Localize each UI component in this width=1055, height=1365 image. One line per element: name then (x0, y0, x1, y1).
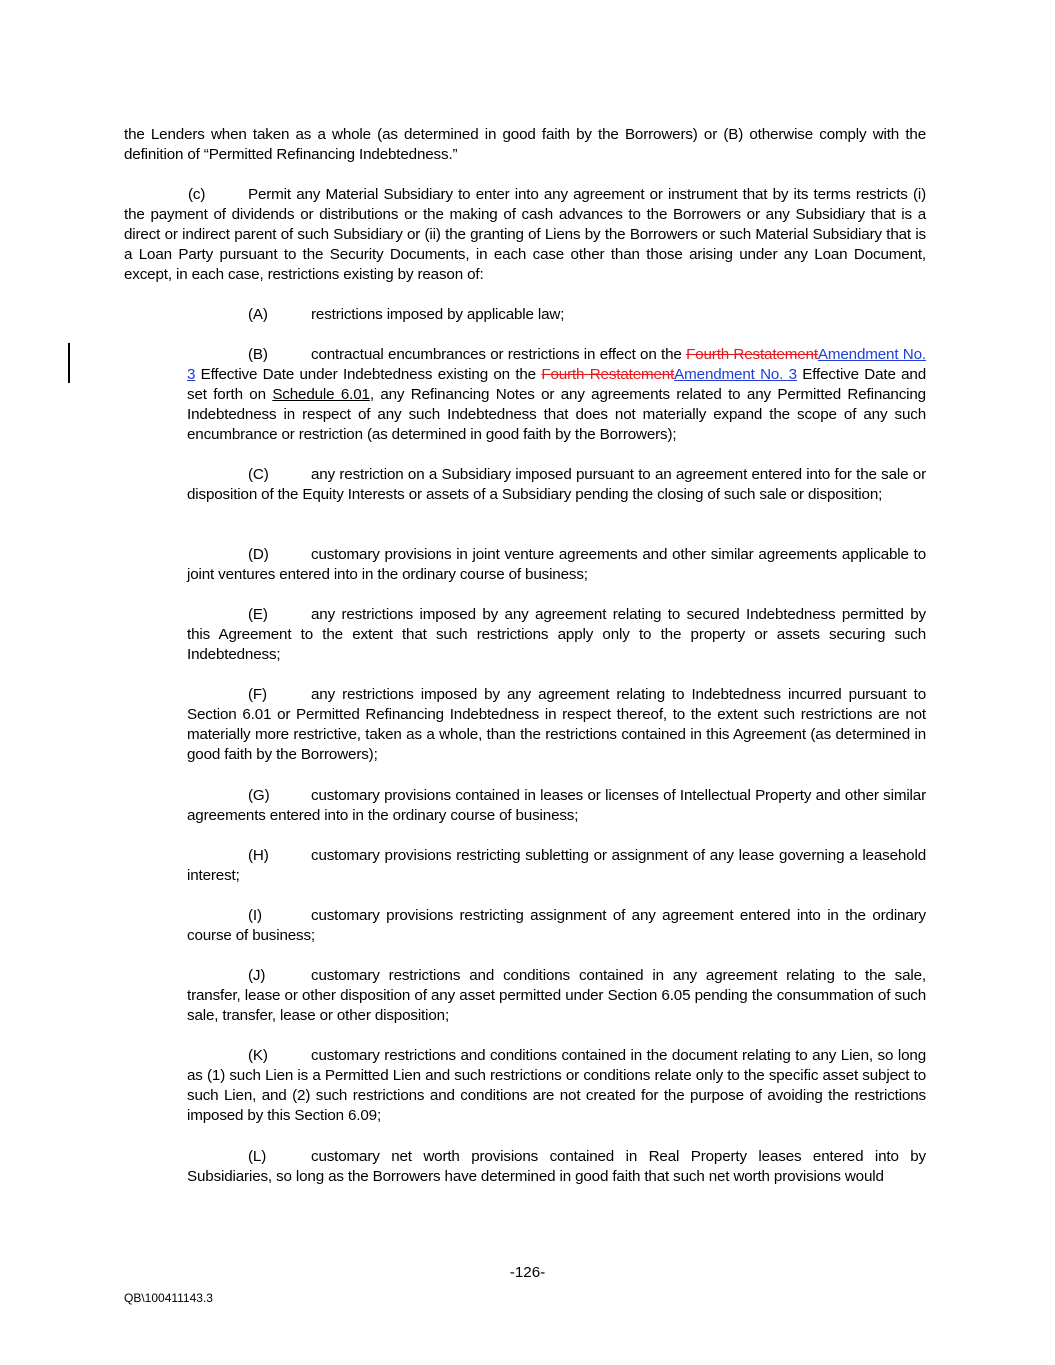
item-l-label: (L) (248, 1148, 267, 1165)
item-b-text-2: Effective Date under Indebtedness existing on the (195, 366, 542, 383)
item-c-label: (C) (248, 466, 269, 483)
item-b-text-3: Effective Date and set forth on (187, 366, 927, 403)
item-k-paragraph (187, 1046, 926, 1126)
item-f-paragraph (187, 685, 926, 765)
item-f-text: any restrictions imposed by any agreement relating to Indebtedness incurred pursuant to Section 6.01 or Permitted Refinancing Indebtedness in respect thereof, to the extent such restrictions are not materially more restrictive, taken as a whole, than the restrictions contained in this Agreement (as determined in good faith by the Borrowers); (187, 686, 926, 763)
item-c-text: any restriction on a Subsidiary imposed pursuant to an agreement entered into for the sale or disposition of the Equity Interests or assets of a Subsidiary pending the closing of such sale or disposition; (187, 466, 926, 503)
item-l-paragraph (187, 1147, 926, 1187)
section-c-text: Permit any Material Subsidiary to enter into any agreement or instrument that by its terms restricts (i) the payment of dividends or distributions or the making of cash advances to the Borrowers or any Subsidiary that is a direct or indirect parent of such Subsidiary or (ii) the granting of Liens by the Borrowers or such Material Subsidiary that is a Loan Party pursuant to the Security Documents, in each case other than those arising under any Loan Document, except, in each case, restrictions existing by reason of: (124, 186, 926, 283)
item-d-text: customary provisions in joint venture agreements and other similar agreements applicable to joint ventures entered into in the ordinary course of business; (187, 546, 926, 583)
item-b-text-4: , any Refinancing Notes or any agreements related to any Permitted Refinancing Indebtedness in respect of any such Indebtedness that does not materially expand the scope of any such encumbrance or restriction (as determined in good faith by the Borrowers); (187, 386, 926, 443)
item-g-text: customary provisions contained in leases or licenses of Intellectual Property and other similar agreements entered into in the ordinary course of business; (187, 787, 926, 824)
schedule-reference: Schedule 6.01 (272, 386, 370, 403)
intro-paragraph (124, 125, 926, 165)
section-c-paragraph (124, 185, 926, 285)
item-h-text: customary provisions restricting subletting or assignment of any lease governing a leasehold interest; (187, 847, 926, 884)
item-e-text: any restrictions imposed by any agreement relating to secured Indebtedness permitted by this Agreement to the extent that such restrictions apply only to the property or assets securing such Indebtedness; (187, 606, 926, 663)
item-i-text: customary provisions restricting assignment of any agreement entered into in the ordinary course of business; (187, 907, 926, 944)
item-g-paragraph (187, 786, 926, 826)
section-c-label: (c) (188, 186, 206, 203)
deleted-text-fourth-restatement: Fourth Restatement (541, 366, 675, 383)
intro-text: the Lenders when taken as a whole (as determined in good faith by the Borrowers) or (B) otherwise comply with the definition of “Permitted Refinancing Indebtedness.” (124, 126, 926, 163)
item-b-paragraph (187, 345, 926, 445)
item-j-text: customary restrictions and conditions contained in any agreement relating to the sale, transfer, lease or other disposition of any asset permitted under Section 6.05 pending the consummation of such sale, transfer, lease or other disposition; (187, 967, 926, 1024)
inserted-text-amendment-no-3: Amendment No. 3 (187, 346, 926, 383)
item-c-paragraph (187, 465, 926, 505)
page-number: -126- (509, 1264, 546, 1281)
item-e-label: (E) (248, 606, 268, 623)
deleted-text-fourth-restatement: Fourth Restatement (686, 346, 818, 363)
item-d-paragraph (187, 545, 926, 585)
item-k-label: (K) (248, 1047, 268, 1064)
item-a-paragraph (187, 305, 926, 325)
item-a-label: (A) (248, 306, 268, 323)
item-d-label: (D) (248, 546, 269, 563)
item-j-paragraph (187, 966, 926, 1026)
item-g-label: (G) (248, 787, 270, 804)
item-i-label: (I) (248, 907, 262, 924)
item-j-label: (J) (248, 967, 266, 984)
item-h-paragraph (187, 846, 926, 886)
change-bar (68, 343, 70, 383)
item-h-label: (H) (248, 847, 269, 864)
item-k-text: customary restrictions and conditions contained in the document relating to any Lien, so long as (1) such Lien is a Permitted Lien and such restrictions or conditions relate only to the specific asset subject to such Lien, and (2) such restrictions and conditions are not created for the purpose of avoiding the restrictions imposed by this Section 6.09; (187, 1047, 926, 1124)
item-e-paragraph (187, 605, 926, 665)
item-l-text: customary net worth provisions contained in Real Property leases entered into by Subsidiaries, so long as the Borrowers have determined in good faith that such net worth provisions would (187, 1148, 926, 1185)
item-i-paragraph (187, 906, 926, 946)
item-b-label: (B) (248, 346, 268, 363)
item-a-text: restrictions imposed by applicable law; (311, 306, 565, 323)
document-id: QB\100411143.3 (124, 1291, 213, 1305)
item-f-label: (F) (248, 686, 267, 703)
inserted-text-amendment-no-3: Amendment No. 3 (674, 366, 797, 383)
item-b-text-1: contractual encumbrances or restrictions in effect on the (311, 346, 687, 363)
